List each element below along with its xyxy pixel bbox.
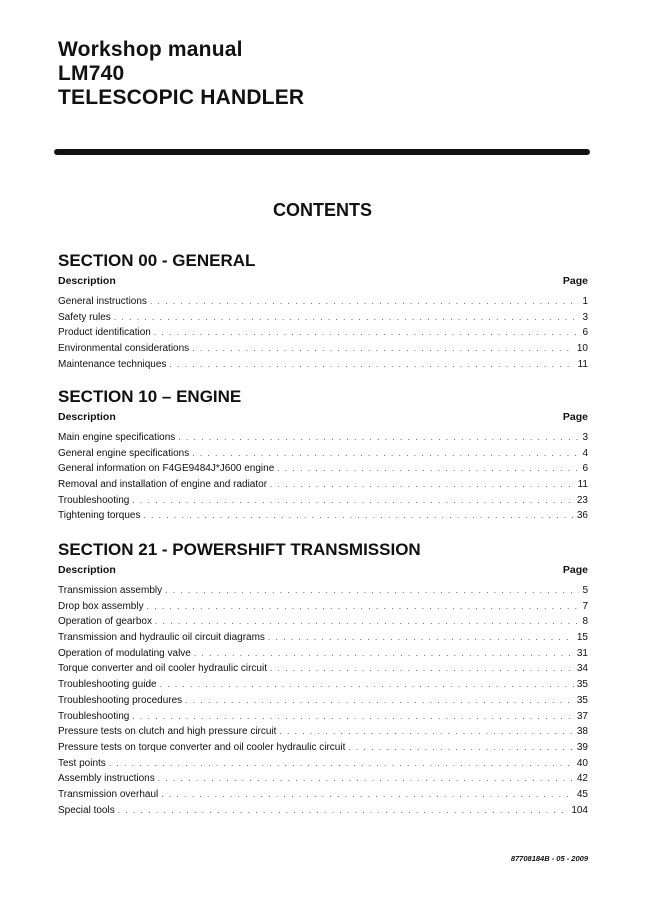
entry-label: Pressure tests on clutch and high pressure circuit [58, 726, 277, 738]
description-header: Description [58, 564, 116, 576]
dot-leader [270, 661, 574, 677]
entry-label: Removal and installation of engine and radiator [58, 479, 268, 491]
section-21 [58, 539, 588, 818]
entry-page: 11 [577, 358, 588, 370]
dot-leader [154, 325, 580, 341]
dot-leader [178, 430, 579, 446]
dot-leader [268, 630, 574, 646]
entry-page: 8 [582, 616, 588, 628]
entry-label: Troubleshooting [58, 494, 130, 506]
entry-page: 42 [576, 773, 588, 785]
entry-page: 39 [576, 741, 588, 753]
dot-leader [185, 693, 574, 709]
toc-entry[interactable] [58, 294, 588, 310]
toc-entry[interactable] [58, 787, 588, 803]
entry-page: 36 [576, 510, 588, 522]
dot-leader [155, 614, 579, 630]
title-rule [54, 149, 590, 155]
entry-label: General information on F4GE9484J*J600 engine [58, 463, 275, 475]
title-line-2: LM740 [58, 62, 125, 85]
entry-label: Safety rules [58, 311, 111, 323]
toc-entry[interactable] [58, 310, 588, 326]
dot-leader [348, 740, 574, 756]
entry-list [58, 294, 588, 372]
dot-leader [118, 803, 569, 819]
dot-leader [279, 724, 573, 740]
entry-label: Special tools [58, 804, 115, 816]
entry-page: 23 [576, 494, 588, 506]
entry-label: Maintenance techniques [58, 358, 167, 370]
dot-leader [277, 461, 579, 477]
entry-list [58, 583, 588, 818]
entry-label: Drop box assembly [58, 600, 144, 612]
section-title: SECTION 21 - POWERSHIFT TRANSMISSION [58, 540, 421, 559]
toc-entry[interactable] [58, 693, 588, 709]
entry-page: 38 [576, 726, 588, 738]
section-title: SECTION 00 - GENERAL [58, 251, 256, 270]
entry-page: 4 [582, 447, 588, 459]
dot-leader [194, 646, 574, 662]
section-00 [58, 250, 588, 372]
entry-page: 34 [576, 663, 588, 675]
toc-entry[interactable] [58, 677, 588, 693]
dot-leader [132, 709, 574, 725]
entry-label: Pressure tests on torque converter and oil cooler hydraulic circuit [58, 741, 346, 753]
toc-entry[interactable] [58, 341, 588, 357]
entry-page: 37 [576, 710, 588, 722]
entry-label: Environmental considerations [58, 343, 190, 355]
entry-label: Assembly instructions [58, 773, 155, 785]
entry-page: 3 [582, 311, 588, 323]
entry-page: 104 [571, 804, 588, 816]
column-header [58, 409, 588, 425]
toc-entry[interactable] [58, 325, 588, 341]
entry-label: Troubleshooting guide [58, 679, 157, 691]
page-header: Page [562, 275, 588, 287]
contents-heading: CONTENTS [273, 200, 372, 220]
dot-leader [192, 341, 574, 357]
entry-page: 15 [576, 632, 588, 644]
entry-page: 10 [576, 343, 588, 355]
document-title [58, 38, 304, 110]
entry-label: Tightening torques [58, 510, 141, 522]
dot-leader [165, 583, 579, 599]
entry-page: 6 [582, 463, 588, 475]
dot-leader [160, 677, 574, 693]
entry-label: Operation of modulating valve [58, 647, 191, 659]
entry-page: 35 [576, 694, 588, 706]
description-header: Description [58, 275, 116, 287]
entry-label: Torque converter and oil cooler hydraulic circuit [58, 663, 267, 675]
entry-page: 5 [582, 585, 588, 596]
dot-leader [161, 787, 574, 803]
entry-label: Transmission assembly [58, 585, 163, 596]
entry-list [58, 430, 588, 524]
entry-page: 40 [576, 757, 588, 769]
entry-label: General instructions [58, 296, 147, 307]
toc-entry[interactable] [58, 599, 588, 615]
toc-entry[interactable] [58, 508, 588, 524]
column-header [58, 562, 588, 578]
entry-label: Operation of gearbox [58, 616, 152, 628]
toc-entry[interactable] [58, 771, 588, 787]
toc-entry[interactable] [58, 661, 588, 677]
column-header [58, 273, 588, 289]
entry-label: Troubleshooting procedures [58, 694, 183, 706]
entry-page: 3 [582, 432, 588, 443]
toc-entry[interactable] [58, 724, 588, 740]
dot-leader [143, 508, 573, 524]
toc-entry[interactable] [58, 756, 588, 772]
dot-leader [109, 756, 574, 772]
page-header: Page [562, 411, 588, 423]
entry-label: Product identification [58, 327, 151, 339]
entry-page: 1 [582, 296, 588, 307]
toc-entry[interactable] [58, 630, 588, 646]
toc-entry[interactable] [58, 740, 588, 756]
toc-entry[interactable] [58, 430, 588, 446]
dot-leader [150, 294, 580, 310]
entry-page: 7 [582, 600, 588, 612]
section-10 [58, 386, 588, 524]
toc-entry[interactable] [58, 646, 588, 662]
entry-page: 31 [576, 647, 588, 659]
dot-leader [132, 493, 574, 509]
title-line-3: TELESCOPIC HANDLER [58, 86, 305, 109]
dot-leader [158, 771, 574, 787]
dot-leader [270, 477, 575, 493]
section-title: SECTION 10 – ENGINE [58, 387, 242, 406]
document-code-footer: 87708184B - 05 - 2009 [510, 854, 588, 863]
toc-entry[interactable] [58, 461, 588, 477]
toc-entry[interactable] [58, 357, 588, 373]
description-header: Description [58, 411, 116, 423]
toc-entry[interactable] [58, 709, 588, 725]
dot-leader [169, 357, 574, 373]
dot-leader [192, 446, 579, 462]
toc-entry[interactable] [58, 614, 588, 630]
toc-entry[interactable] [58, 493, 588, 509]
entry-label: General engine specifications [58, 447, 190, 459]
entry-label: Test points [58, 757, 106, 769]
entry-label: Transmission overhaul [58, 788, 159, 800]
entry-page: 35 [576, 679, 588, 691]
toc-entry[interactable] [58, 583, 588, 599]
title-line-1: Workshop manual [58, 38, 243, 61]
toc-entry[interactable] [58, 477, 588, 493]
entry-label: Troubleshooting [58, 710, 130, 722]
entry-label: Transmission and hydraulic oil circuit diagrams [58, 632, 265, 644]
entry-page: 11 [577, 479, 588, 491]
toc-entry[interactable] [58, 446, 588, 462]
dot-leader [114, 310, 580, 326]
entry-label: Main engine specifications [58, 432, 176, 443]
page-header: Page [562, 564, 588, 576]
dot-leader [147, 599, 580, 615]
toc-entry[interactable] [58, 803, 588, 819]
entry-page: 45 [576, 788, 588, 800]
entry-page: 6 [582, 327, 588, 339]
